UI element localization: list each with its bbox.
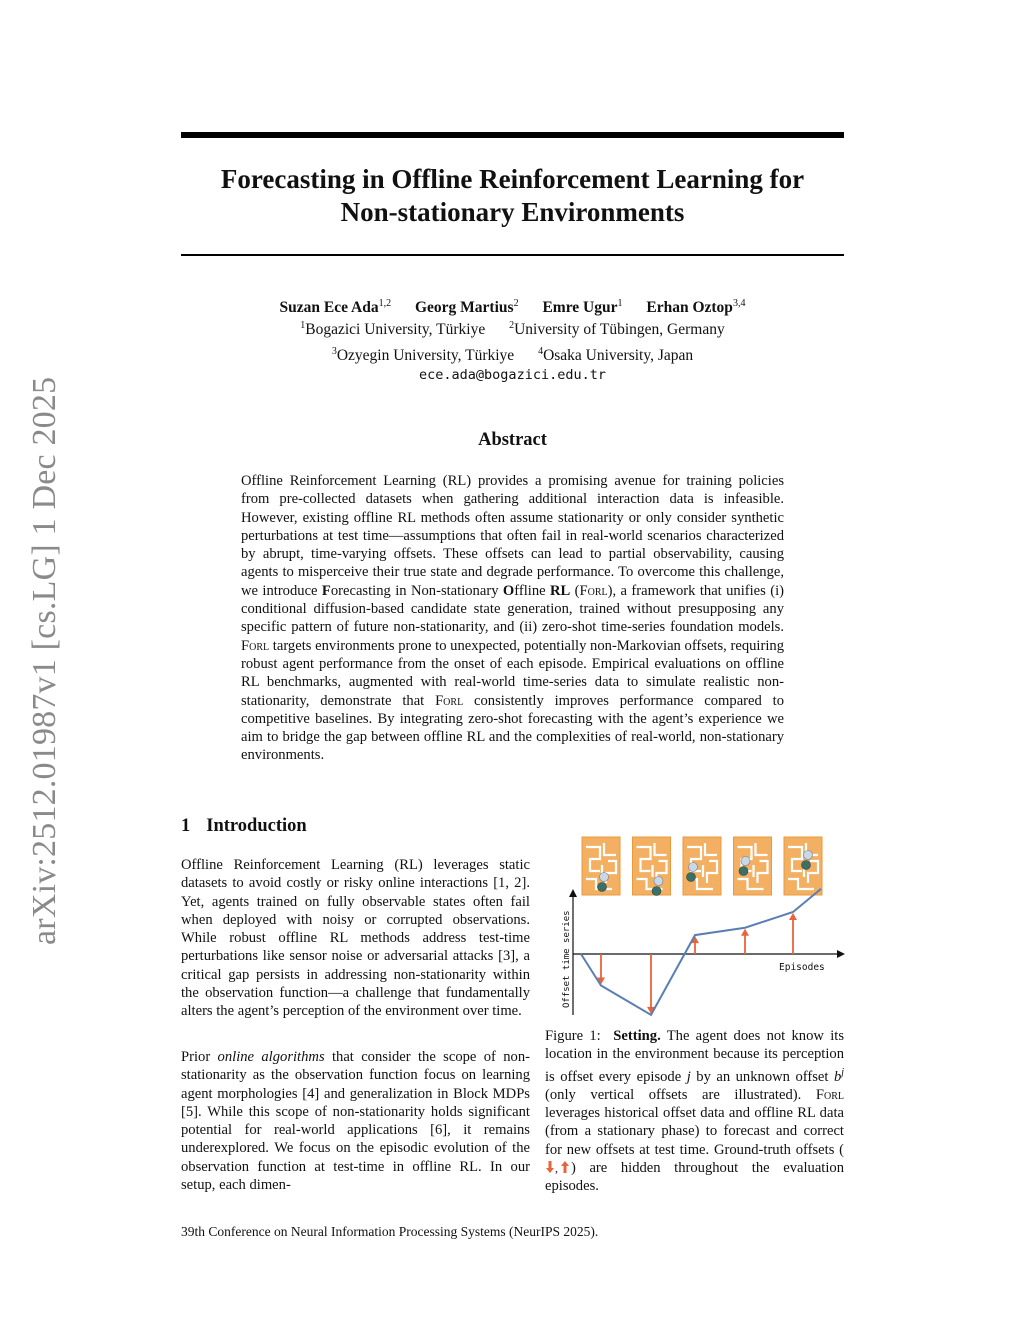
offset-arrows-icon: [545, 1160, 571, 1174]
agent-true-icon: [739, 867, 748, 876]
affiliation: $^3$Ozyegin University, Türkiye: [331, 346, 515, 365]
figure-caption: Figure 1: Setting. The agent does not know its location in the environment because its perception is offset every episode j by an unknown offset $b^j$ (only vertical offsets are illustrated). Forl leverages historical offset data and offline RL data (from a stationary phase) to forecast and correct for new offsets at test time. Ground-truth offsets ( , ) are hidden throughout the evaluation episodes.: [545, 1028, 845, 1195]
agent-perceived-icon: [654, 877, 663, 886]
svg-text:,: ,: [555, 1160, 558, 1174]
title-bottom-rule: [181, 254, 844, 256]
paper-title: [181, 163, 844, 229]
maze-panel: [582, 837, 620, 895]
maze-panels: [582, 837, 822, 896]
affiliation: $^1$Bogazici University, Türkiye: [300, 320, 486, 339]
maze-panel: [784, 837, 822, 895]
agent-true-icon: [687, 873, 696, 882]
agent-true-icon: [598, 883, 607, 892]
author-name: Erhan Oztop$^{3,4}$: [646, 298, 746, 317]
maze-panel: [633, 837, 671, 896]
x-axis-label: Episodes: [779, 962, 825, 973]
title-line-2: Non-stationary Environments: [340, 197, 685, 227]
intro-paragraph-2: Prior online algorithms that consider the scope of non-stationarity as the observation function focus on learning agent morphologies [4] and generalization in Block MDPs [5]. While this scope of non-stationarity holds significant potential for real-world applications [6], it remains underexplored. We focus on the episodic evolution of the observation function at test-time in offline RL. In our setup, each dimen-: [181, 1049, 530, 1194]
agent-perceived-icon: [600, 873, 609, 882]
abstract-text: Offline Reinforcement Learning (RL) provides a promising avenue for training policies from pre-collected datasets when gathering additional interaction data is infeasible. However, existing offline RL methods often assume stationarity or only consider synthetic perturbations at test time—assumptions that often fail in real-world scenarios characterized by abrupt, time-varying offsets. These offsets can lead to partial observability, causing agents to misperceive their true state and degrade performance. To overcome this challenge, we introduce Forecasting in Non-stationary Offline RL (Forl), a framework that unifies (i) conditional diffusion-based candidate state generation, trained without presupposing any specific pattern of future non-stationarity, and (ii) zero-shot time-series foundation models. Forl targets environments prone to unexpected, potentially non-Markovian offsets, requiring robust agent performance from the onset of each episode. Empirical evaluations on offline RL benchmarks, augmented with real-world time-series data to simulate realistic non-stationarity, demonstrate that Forl consistently improves performance compared to competitive baselines. By integrating zero-shot forecasting with the agent’s experience we aim to bridge the gap between offline RL and the complexities of real-world, non-stationary environments.: [241, 473, 784, 764]
author-name: Suzan Ece Ada$^{1,2}$: [279, 298, 392, 317]
title-line-1: Forecasting in Offline Reinforcement Learning for: [220, 164, 805, 194]
affiliation: $^2$University of Tübingen, Germany: [509, 320, 725, 339]
offset-arrow-head: [741, 929, 749, 936]
figure-1-setting: [545, 833, 845, 1023]
section-heading: 1 Introduction: [181, 816, 307, 836]
x-axis-arrowhead: [837, 950, 845, 958]
intro-paragraph-1: Offline Reinforcement Learning (RL) leverages static datasets to avoid costly or risky online interactions [1, 2]. Yet, agents trained on fully observable states often fail when deployed with noisy or corrupted observations. While robust offline RL methods address test-time perturbations like sensor noise or adversarial attacks [3], a critical gap persists in addressing non-stationarity within the observation function—a challenge that fundamentally alters the agent’s perception of the environment over time.: [181, 857, 530, 1020]
affiliation: $^4$Osaka University, Japan: [538, 346, 694, 365]
agent-true-icon: [652, 887, 661, 896]
y-axis-arrowhead: [569, 889, 577, 897]
agent-perceived-icon: [741, 857, 750, 866]
agent-perceived-icon: [804, 851, 813, 860]
affiliation-row: [181, 346, 844, 365]
title-top-rule: [181, 132, 844, 138]
offset-arrow-head: [789, 913, 797, 920]
author-list: [181, 298, 844, 317]
author-name: Georg Martius$^2$: [414, 298, 519, 317]
abstract-heading: Abstract: [478, 430, 547, 450]
y-axis-label: Offset time series: [562, 910, 572, 1008]
author-name: Emre Ugur$^1$: [542, 298, 623, 317]
conference-footnote: 39th Conference on Neural Information Processing Systems (NeurIPS 2025).: [181, 1224, 599, 1239]
agent-perceived-icon: [689, 863, 698, 872]
agent-true-icon: [802, 861, 811, 870]
maze-panel: [734, 837, 772, 895]
ground-truth-offset-arrows: [597, 913, 797, 1014]
affiliation-row: [181, 320, 844, 339]
contact-email[interactable]: ece.ada@bogazici.edu.tr: [419, 367, 606, 383]
arxiv-stamp: arXiv:2512.01987v1 [cs.LG] 1 Dec 2025: [26, 376, 63, 945]
maze-panel: [683, 837, 721, 895]
offset-series-line: [581, 889, 821, 1015]
